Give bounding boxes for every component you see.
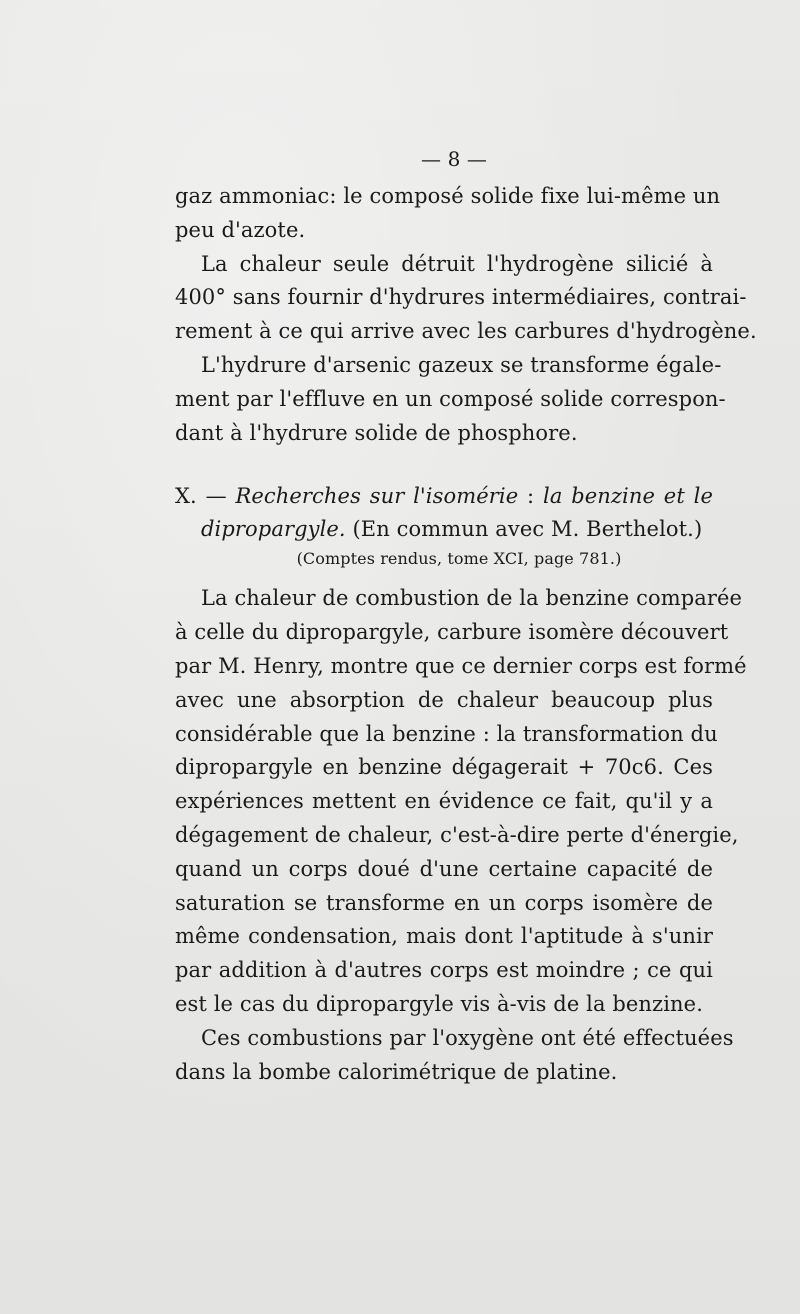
- page-number: — 8 —: [421, 147, 487, 171]
- text-line: à celle du dipropargyle, carbure isomère découvert: [175, 620, 729, 645]
- paragraph-3: [175, 349, 726, 450]
- text-line: gaz ammoniac: le composé solide fixe lui-même un: [175, 184, 721, 208]
- text-line: expériences mettent en évidence ce fait, qu'il y a: [175, 789, 713, 814]
- text-column: [175, 140, 757, 1089]
- section-gap: [175, 450, 713, 480]
- text-line: par M. Henry, montre que ce dernier corps est formé: [175, 653, 747, 678]
- section-dash: —: [205, 484, 227, 509]
- text-line: La chaleur de combustion de la benzine comparée: [201, 586, 743, 611]
- text-line: L'hydrure d'arsenic gazeux se transforme égale-: [201, 352, 722, 377]
- section-heading-line-2: [175, 513, 713, 546]
- paragraph-5: [175, 1022, 734, 1090]
- section-separator: :: [527, 484, 535, 509]
- text-line: saturation se transforme en un corps isomère de: [175, 890, 713, 915]
- text-line: peu d'azote.: [175, 217, 306, 242]
- text-line: dipropargyle en benzine dégagerait + 70c6. Ces: [175, 755, 713, 780]
- section-title-part-1: Recherches sur l'isomérie: [235, 484, 519, 509]
- section-numeral: X.: [175, 484, 197, 509]
- paragraph-1: [175, 180, 721, 248]
- text-line: par addition à d'autres corps est moindre ; ce qui: [175, 958, 713, 983]
- section-collaboration: (En commun avec M. Berthelot.): [352, 517, 703, 542]
- text-line: considérable que la benzine : la transformation du: [175, 721, 718, 746]
- text-line: 400° sans fournir d'hydrures intermédiaires, contrai-: [175, 285, 747, 310]
- text-line: dant à l'hydrure solide de phosphore.: [175, 420, 578, 445]
- text-line: même condensation, mais dont l'aptitude à s'unir: [175, 924, 713, 949]
- section-heading: [175, 480, 713, 572]
- text-line: dégagement de chaleur, c'est-à-dire perte d'énergie,: [175, 822, 739, 847]
- text-line: La chaleur seule détruit l'hydrogène silicié à: [201, 251, 713, 276]
- paragraph-4: [175, 582, 747, 1021]
- text-line: quand un corps doué d'une certaine capacité de: [175, 856, 713, 881]
- paragraph-2: [175, 248, 757, 349]
- text-line: rement à ce qui arrive avec les carbures d'hydrogène.: [175, 319, 757, 344]
- section-heading-line-1: [175, 480, 713, 513]
- text-line: avec une absorption de chaleur beaucoup plus: [175, 687, 713, 712]
- text-line: est le cas du dipropargyle vis à-vis de la benzine.: [175, 991, 703, 1016]
- text-line: dans la bombe calorimétrique de platine.: [175, 1059, 618, 1084]
- section-title-part-2: la benzine et le: [543, 484, 713, 509]
- text-line: Ces combustions par l'oxygène ont été effectuées: [201, 1025, 734, 1050]
- text-line: ment par l'effluve en un composé solide correspon-: [175, 386, 726, 411]
- section-gap-small: [175, 572, 713, 582]
- section-reference: (Comptes rendus, tome XCI, page 781.): [296, 549, 622, 569]
- section-title-part-3: dipropargyle.: [201, 517, 346, 542]
